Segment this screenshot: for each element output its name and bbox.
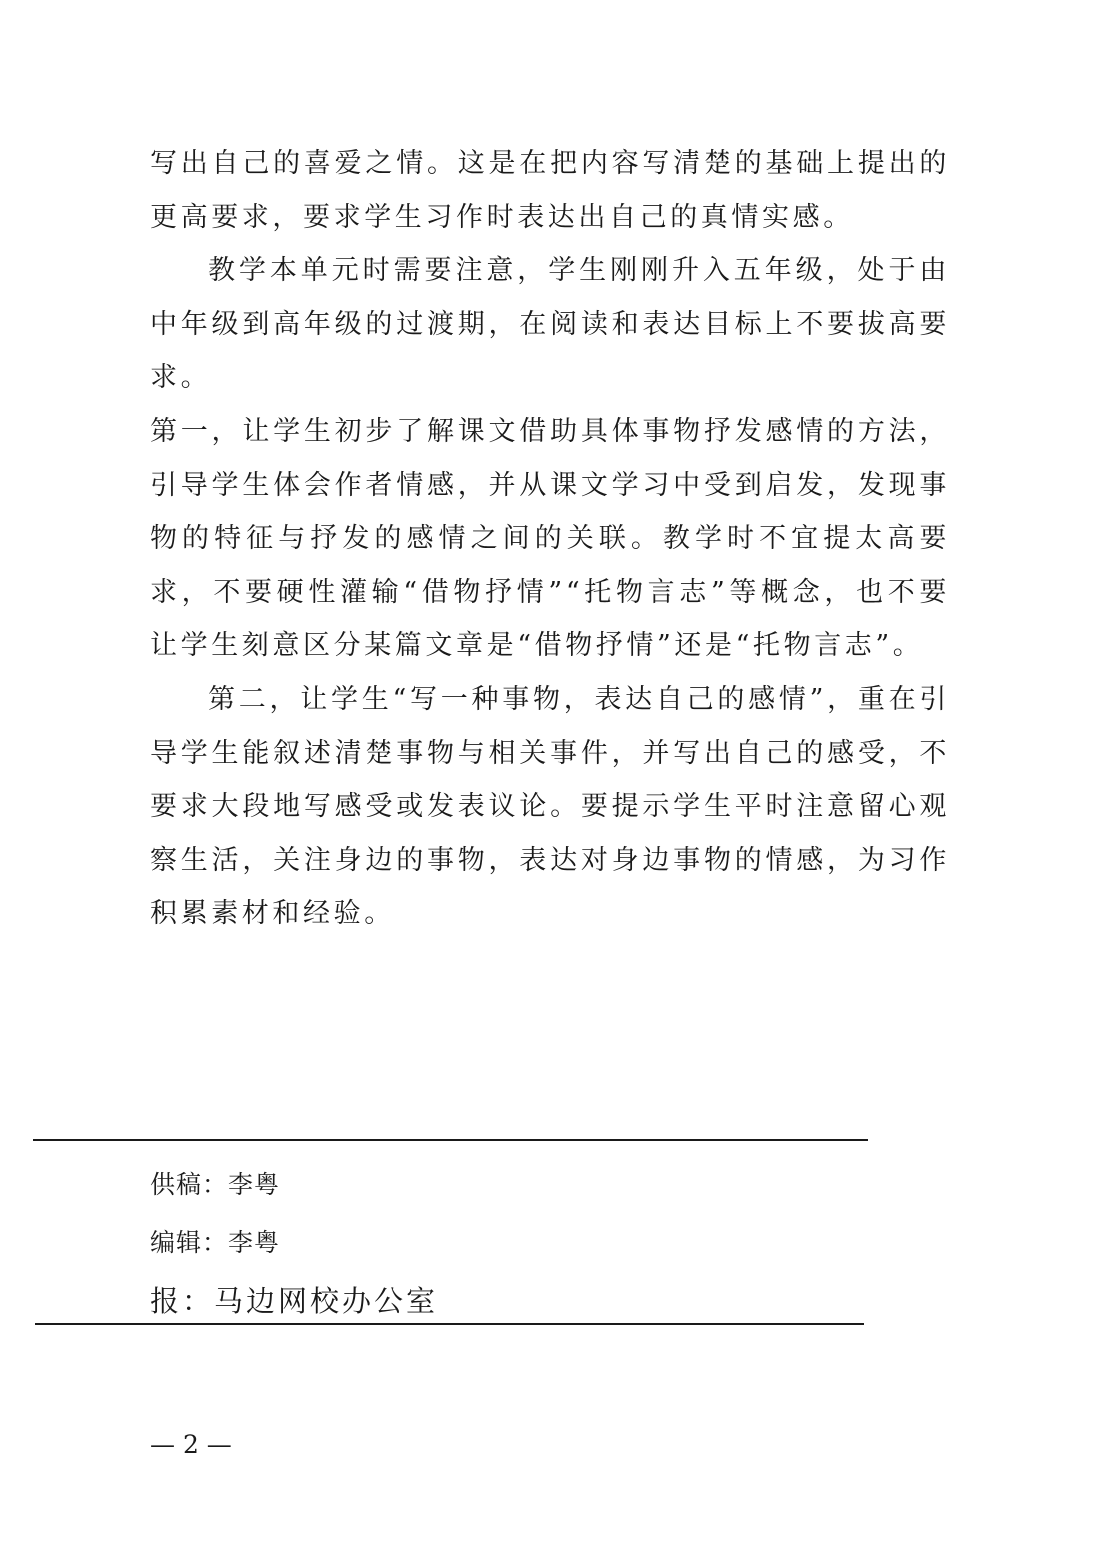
- paragraph-continued: 写出自己的喜爱之情。这是在把内容写清楚的基础上提出的更高要求，要求学生习作时表达出自己的真情实感。: [150, 148, 950, 233]
- footer-top-rule: [33, 1139, 868, 1141]
- paragraph-teaching-note: 教学本单元时需要注意，学生刚刚升入五年级，处于由中年级到高年级的过渡期，在阅读和表达目标上不要拔高要求。: [150, 255, 950, 394]
- report-to-line: 报：马边网校办公室: [150, 1284, 439, 1318]
- editor-line: 编辑：李粤: [150, 1228, 281, 1257]
- paragraph-point-two: 第二，让学生“写一种事物，表达自己的感情”，重在引导学生能叙述清楚事物与相关事件，并写出自己的感受，不要求大段地写感受或发表议论。要提示学生平时注意留心观察生活，关注身边的事物，表达对身边事物的情感，为习作积累素材和经验。: [150, 683, 950, 930]
- page-number: — 2 —: [150, 1430, 232, 1459]
- contributor-line: 供稿：李粤: [150, 1170, 281, 1199]
- body-text: [150, 137, 950, 941]
- footer-bottom-rule: [35, 1323, 864, 1325]
- paragraph-point-one: 第一，让学生初步了解课文借助具体事物抒发感情的方法，引导学生体会作者情感，并从课文学习中受到启发，发现事物的特征与抒发的感情之间的关联。教学时不宜提太高要求，不要硬性灌输“借物抒情”“托物言志”等概念，也不要让学生刻意区分某篇文章是“借物抒情”还是“托物言志”。: [150, 415, 950, 662]
